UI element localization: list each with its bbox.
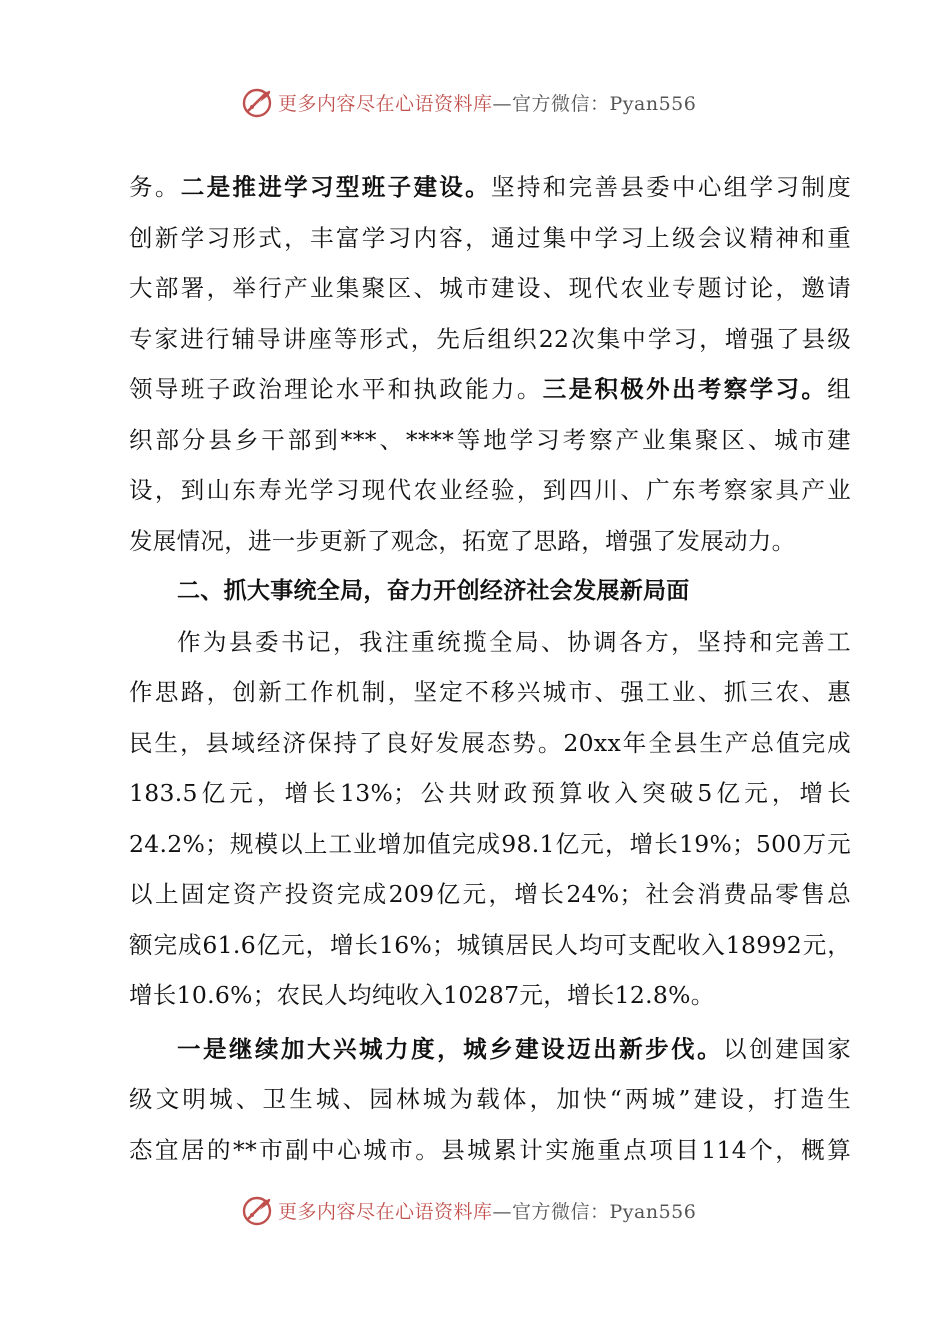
text-line <box>129 162 851 213</box>
bold-text-segment: 一是继续加大兴城力度，城乡建设迈出新步伐。 <box>177 1034 724 1063</box>
text-line <box>129 869 851 920</box>
text-segment: 发展情况，进一步更新了观念，拓宽了思路，增强了发展动力。 <box>129 526 796 555</box>
text-segment: 民生，县域经济保持了良好发展态势。20xx年全县生产总值完成 <box>129 728 851 757</box>
watermark-wechat: 官方微信：Pyan556 <box>512 1200 697 1223</box>
watermark-wechat: 官方微信：Pyan556 <box>512 92 697 115</box>
text-line <box>129 1074 851 1125</box>
text-line <box>129 768 851 819</box>
text-segment: 设，到山东寿光学习现代农业经验，到四川、广东考察家具产业 <box>129 476 851 504</box>
text-segment: 组 <box>827 375 851 403</box>
watermark-banner-bottom <box>0 1190 950 1230</box>
text-segment: 态宜居的**市副中心城市。县城累计实施重点项目114个，概算 <box>129 1135 851 1164</box>
watermark-separator: — <box>492 92 513 115</box>
text-segment: 专家进行辅导讲座等形式，先后组织22次集中学习，增强了县级 <box>129 324 851 353</box>
text-line <box>129 263 851 314</box>
text-line <box>129 1024 851 1075</box>
text-segment: 增长10.6%；农民人均纯收入10287元，增长12.8%。 <box>129 981 715 1009</box>
text-line <box>129 415 851 466</box>
text-segment: 二、抓大事统全局，奋力开创经济社会发展新局面 <box>177 578 690 604</box>
text-line <box>129 364 851 415</box>
text-segment: 作思路，创新工作机制，坚定不移兴城市、强工业、抓三农、惠 <box>129 678 851 706</box>
text-segment: 织部分县乡干部到***、****等地学习考察产业集聚区、城市建 <box>129 425 851 454</box>
watermark-separator: — <box>492 1200 513 1223</box>
quill-logo-icon <box>240 85 274 119</box>
text-line <box>129 718 851 769</box>
text-line <box>129 314 851 365</box>
text-segment: 24.2%；规模以上工业增加值完成98.1亿元，增长19%；500万元 <box>129 829 851 858</box>
text-segment: 领导班子政治理论水平和执政能力。 <box>129 375 543 403</box>
text-segment: 大部署，举行产业集聚区、城市建设、现代农业专题讨论，邀请 <box>129 274 851 302</box>
text-segment: 183.5亿元，增长13%；公共财政预算收入突破5亿元，增长 <box>129 779 851 807</box>
watermark-banner-top <box>0 82 950 122</box>
text-line <box>129 617 851 668</box>
watermark-text: 更多内容尽在心语资料库 <box>278 1200 493 1223</box>
bold-text-segment: 三是积极外出考察学习。 <box>542 375 828 403</box>
text-segment: 额完成61.6亿元，增长16%；城镇居民人均可支配收入18992元， <box>129 930 851 959</box>
text-line <box>129 213 851 264</box>
text-segment: 以创建国家 <box>723 1034 852 1063</box>
text-line <box>129 920 851 971</box>
section-heading <box>129 566 851 617</box>
text-segment: 务。 <box>129 173 181 201</box>
bold-text-segment: 二是推进学习型班子建设。 <box>180 173 492 201</box>
text-line <box>129 516 851 567</box>
text-line <box>129 819 851 870</box>
text-segment: 创新学习形式，丰富学习内容，通过集中学习上级会议精神和重 <box>129 223 851 252</box>
text-segment: 以上固定资产投资完成209亿元，增长24%；社会消费品零售总 <box>129 880 851 908</box>
watermark-text: 更多内容尽在心语资料库 <box>278 92 493 115</box>
text-line <box>129 465 851 516</box>
document-body <box>129 162 851 1175</box>
text-segment: 级文明城、卫生城、园林城为载体，加快“两城”建设，打造生 <box>129 1085 851 1113</box>
text-line <box>129 970 851 1021</box>
text-segment: 坚持和完善县委中心组学习制度 <box>491 173 851 201</box>
text-segment: 作为县委书记，我注重统揽全局、协调各方，坚持和完善工 <box>177 627 851 656</box>
quill-logo-icon <box>240 1193 274 1227</box>
text-line <box>129 1125 851 1176</box>
text-line <box>129 667 851 718</box>
